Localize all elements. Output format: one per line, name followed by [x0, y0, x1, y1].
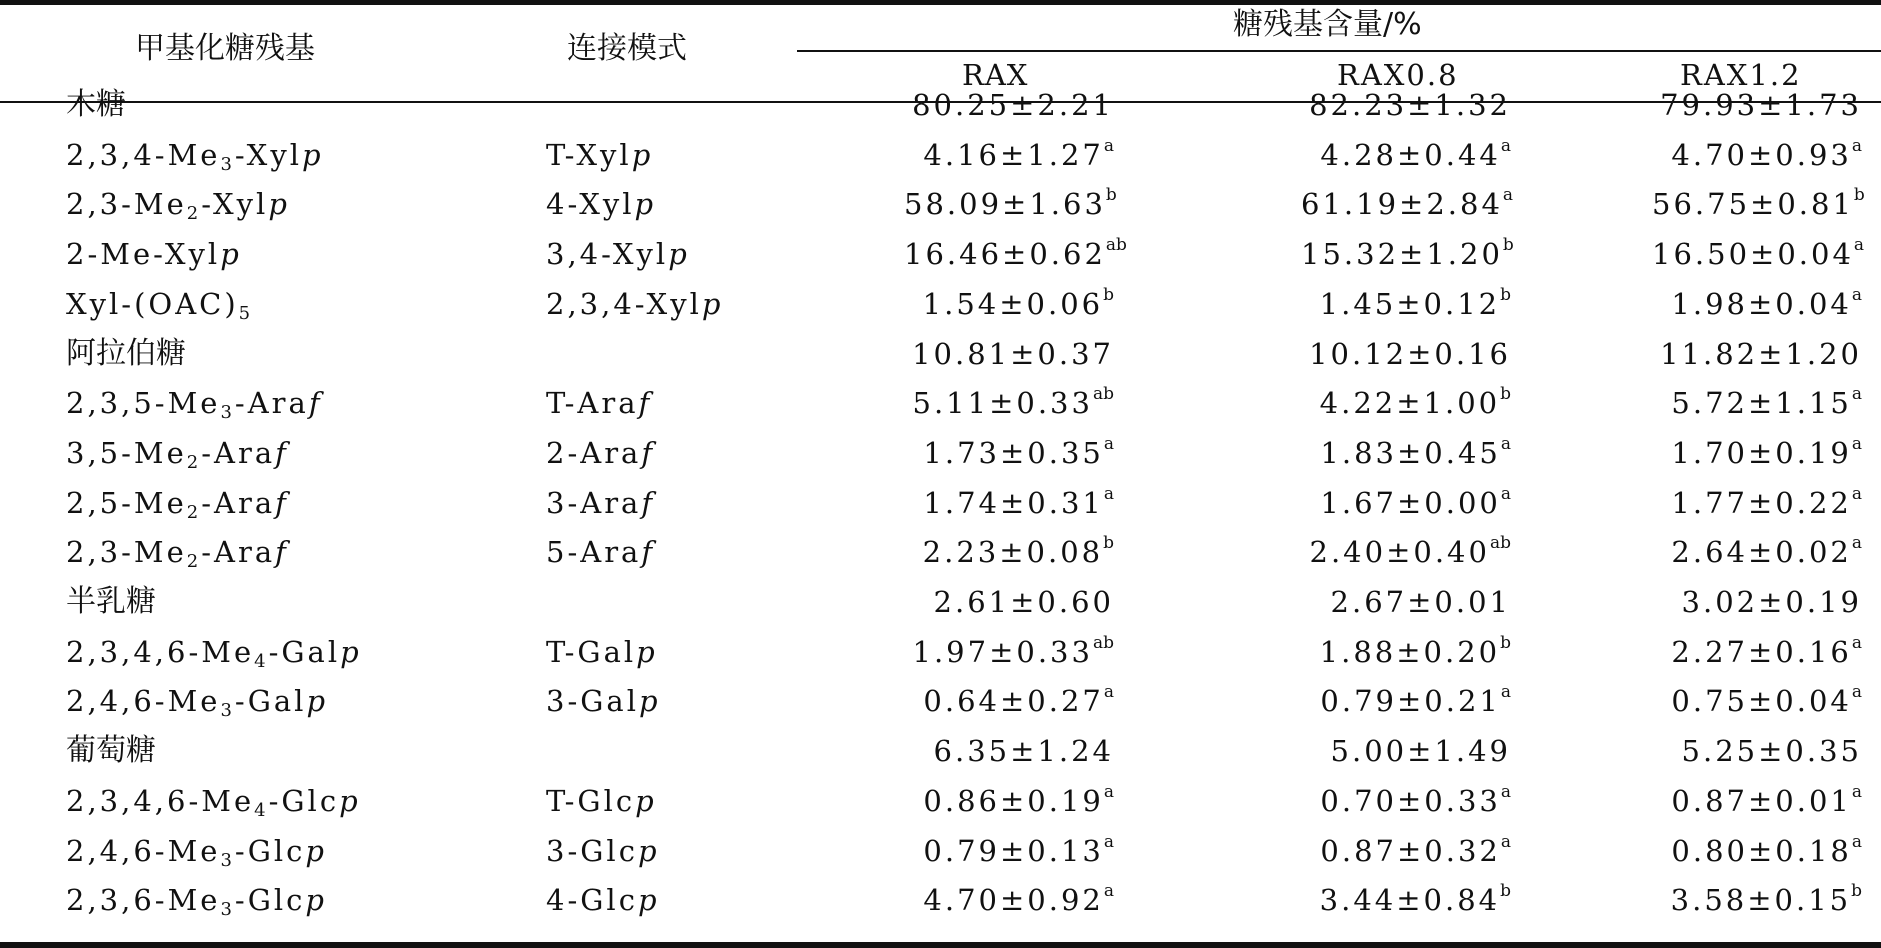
content-value-rax: 16.46±0.62$^{ab}$ [904, 235, 1127, 272]
content-value-rax1.2: 4.70±0.93$^a$ [1671, 135, 1862, 172]
significance-letter: a [1500, 831, 1511, 852]
content-value-rax: 4.70±0.92$^a$ [923, 881, 1114, 918]
content-value-rax: 1.74±0.31$^a$ [923, 483, 1114, 520]
content-value-rax1.2: 16.50±0.04$^a$ [1652, 235, 1865, 272]
sugar-group-label: 半乳糖 [66, 584, 156, 619]
content-value-rax: 4.16±1.27$^a$ [923, 135, 1114, 172]
significance-letter: a [1851, 781, 1862, 802]
content-value-rax1.2: 2.64±0.02$^a$ [1671, 533, 1862, 570]
significance-letter: b [1105, 185, 1117, 206]
content-value-rax0.8: 1.45±0.12$^b$ [1319, 284, 1511, 321]
content-value-rax1.2: 1.70±0.19$^a$ [1671, 433, 1862, 470]
content-value-rax: 1.73±0.35$^a$ [923, 433, 1114, 470]
significance-letter: b [1500, 881, 1511, 902]
content-value-rax1.2: 5.25±0.35 [1681, 734, 1862, 769]
linkage-mode: 2-Araf [546, 435, 656, 470]
linkage-mode: T-Xylp [546, 137, 654, 172]
linkage-mode: T-Galp [546, 634, 658, 669]
significance-letter: a [1851, 682, 1862, 703]
significance-letter: a [1851, 284, 1862, 305]
significance-letter: a [1851, 483, 1862, 504]
header-linkage-mode: 连接模式 [567, 31, 687, 66]
significance-letter: b [1500, 384, 1511, 405]
group-rule [797, 50, 1881, 52]
content-value-rax0.8: 5.00±1.49 [1330, 734, 1511, 769]
significance-letter: b [1500, 632, 1511, 653]
content-value-rax1.2: 0.80±0.18$^a$ [1671, 831, 1862, 868]
significance-letter: a [1500, 682, 1511, 703]
content-value-rax0.8: 0.87±0.32$^a$ [1320, 831, 1511, 868]
significance-letter: a [1851, 632, 1862, 653]
residue-name: $2,3-Me_2$-Xylp [66, 187, 290, 225]
content-value-rax: 1.97±0.33$^{ab}$ [912, 632, 1114, 669]
significance-letter: b [1103, 284, 1114, 305]
significance-letter: b [1851, 881, 1862, 902]
sugar-group-label: 阿拉伯糖 [66, 335, 186, 371]
significance-letter: a [1500, 483, 1511, 504]
significance-letter: a [1853, 235, 1865, 256]
residue-name: $2,3,4-Me_3$-Xylp [66, 137, 324, 175]
sugar-group-label: 木糖 [66, 87, 126, 122]
significance-letter: a [1851, 135, 1862, 156]
significance-letter: a [1851, 433, 1862, 454]
significance-letter: ab [1092, 384, 1114, 405]
residue-name: $2,3,4,6-Me_4$-Glcp [66, 783, 361, 821]
significance-letter: b [1502, 235, 1514, 256]
linkage-mode: T-Araf [546, 386, 653, 421]
content-value-rax: 1.54±0.06$^b$ [922, 284, 1114, 321]
content-value-rax: 58.09±1.63$^b$ [904, 185, 1117, 222]
linkage-mode: 4-Glcp [546, 883, 660, 918]
content-value-rax0.8: 1.88±0.20$^b$ [1319, 632, 1511, 669]
significance-letter: a [1851, 831, 1862, 852]
linkage-mode: 3-Araf [546, 485, 656, 520]
significance-letter: a [1500, 135, 1511, 156]
content-value-rax: 0.79±0.13$^a$ [923, 831, 1114, 868]
content-value-rax: 80.25±2.21 [912, 88, 1114, 122]
content-value-rax1.2: 56.75±0.81$^b$ [1652, 185, 1865, 222]
significance-letter: a [1103, 831, 1114, 852]
content-value-rax0.8: 4.22±1.00$^b$ [1319, 384, 1511, 421]
significance-letter: a [1103, 881, 1114, 902]
linkage-mode: 5-Araf [546, 535, 656, 570]
header-rax: RAX [962, 58, 1029, 92]
linkage-mode: 2,3,4-Xylp [546, 286, 724, 321]
header-methylated-residue: 甲基化糖残基 [135, 31, 315, 66]
content-value-rax: 5.11±0.33$^{ab}$ [912, 384, 1114, 421]
top-rule [0, 0, 1881, 5]
content-value-rax1.2: 11.82±1.20 [1660, 336, 1862, 371]
content-value-rax: 2.23±0.08$^b$ [922, 533, 1114, 570]
residue-name: $3,5-Me_2$-Araf [66, 435, 289, 473]
significance-letter: a [1851, 533, 1862, 554]
significance-letter: ab [1489, 533, 1511, 554]
content-value-rax0.8: 1.67±0.00$^a$ [1320, 483, 1511, 520]
residue-name: $2,4,6-Me_3$-Glcp [66, 833, 327, 871]
content-value-rax: 6.35±1.24 [933, 734, 1114, 769]
header-rax0.8: RAX0.8 [1337, 58, 1459, 92]
content-value-rax0.8: 15.32±1.20$^b$ [1301, 235, 1514, 272]
content-value-rax0.8: 3.44±0.84$^b$ [1319, 881, 1511, 918]
content-value-rax0.8: 61.19±2.84$^a$ [1301, 185, 1514, 222]
content-value-rax: 2.61±0.60 [933, 585, 1114, 619]
significance-letter: a [1103, 781, 1114, 802]
residue-name: $2,3-Me_2$-Araf [66, 535, 289, 573]
header-rax1.2: RAX1.2 [1680, 58, 1802, 92]
sugar-group-label: 葡萄糖 [66, 733, 156, 769]
content-value-rax1.2: 0.75±0.04$^a$ [1671, 682, 1862, 719]
content-value-rax0.8: 1.83±0.45$^a$ [1320, 433, 1511, 470]
linkage-mode: 3,4-Xylp [546, 237, 690, 272]
residue-name: $2,4,6-Me_3$-Galp [66, 684, 329, 722]
content-value-rax1.2: 3.58±0.15$^b$ [1670, 881, 1862, 918]
significance-letter: a [1103, 682, 1114, 703]
residue-name: $2,3,4,6-Me_4$-Galp [66, 634, 362, 672]
linkage-mode: 3-Glcp [546, 833, 660, 868]
bottom-rule [0, 942, 1881, 948]
residue-name: Xyl-$(OAC)_5$ [66, 286, 254, 324]
content-value-rax1.2: 0.87±0.01$^a$ [1671, 781, 1862, 818]
significance-letter: a [1502, 185, 1514, 206]
significance-letter: a [1851, 384, 1862, 405]
linkage-mode: T-Glcp [546, 783, 657, 818]
significance-letter: a [1103, 483, 1114, 504]
content-value-rax: 0.86±0.19$^a$ [923, 781, 1114, 818]
content-value-rax0.8: 4.28±0.44$^a$ [1320, 135, 1511, 172]
significance-letter: b [1853, 185, 1865, 206]
residue-name: $2,5-Me_2$-Araf [66, 485, 289, 523]
content-value-rax0.8: 2.67±0.01 [1330, 585, 1511, 619]
residue-name: $2,3,6-Me_3$-Glcp [66, 883, 327, 921]
content-value-rax1.2: 79.93±1.73 [1660, 88, 1862, 122]
significance-letter: a [1500, 433, 1511, 454]
content-value-rax0.8: 0.79±0.21$^a$ [1320, 682, 1511, 719]
content-value-rax0.8: 10.12±0.16 [1309, 336, 1511, 371]
content-value-rax0.8: 0.70±0.33$^a$ [1320, 781, 1511, 818]
content-value-rax: 0.64±0.27$^a$ [923, 682, 1114, 719]
header-residue-content: 糖残基含量/% [1233, 7, 1422, 42]
significance-letter: a [1103, 433, 1114, 454]
content-value-rax0.8: 2.40±0.40$^{ab}$ [1309, 533, 1511, 570]
content-value-rax1.2: 1.77±0.22$^a$ [1671, 483, 1862, 520]
content-value-rax1.2: 1.98±0.04$^a$ [1671, 284, 1862, 321]
significance-letter: b [1500, 284, 1511, 305]
significance-letter: b [1103, 533, 1114, 554]
content-value-rax1.2: 2.27±0.16$^a$ [1671, 632, 1862, 669]
significance-letter: ab [1092, 632, 1114, 653]
significance-letter: ab [1105, 235, 1127, 256]
content-value-rax1.2: 5.72±1.15$^a$ [1671, 384, 1862, 421]
linkage-mode: 4-Xylp [546, 187, 657, 222]
linkage-mode: 3-Galp [546, 684, 661, 719]
residue-name: $2,3,5-Me_3$-Araf [66, 386, 323, 424]
significance-letter: a [1103, 135, 1114, 156]
content-value-rax1.2: 3.02±0.19 [1681, 585, 1862, 619]
significance-letter: a [1500, 781, 1511, 802]
content-value-rax0.8: 82.23±1.32 [1309, 88, 1511, 122]
content-value-rax: 10.81±0.37 [912, 336, 1114, 371]
residue-name: 2-Me-Xylp [66, 237, 242, 272]
